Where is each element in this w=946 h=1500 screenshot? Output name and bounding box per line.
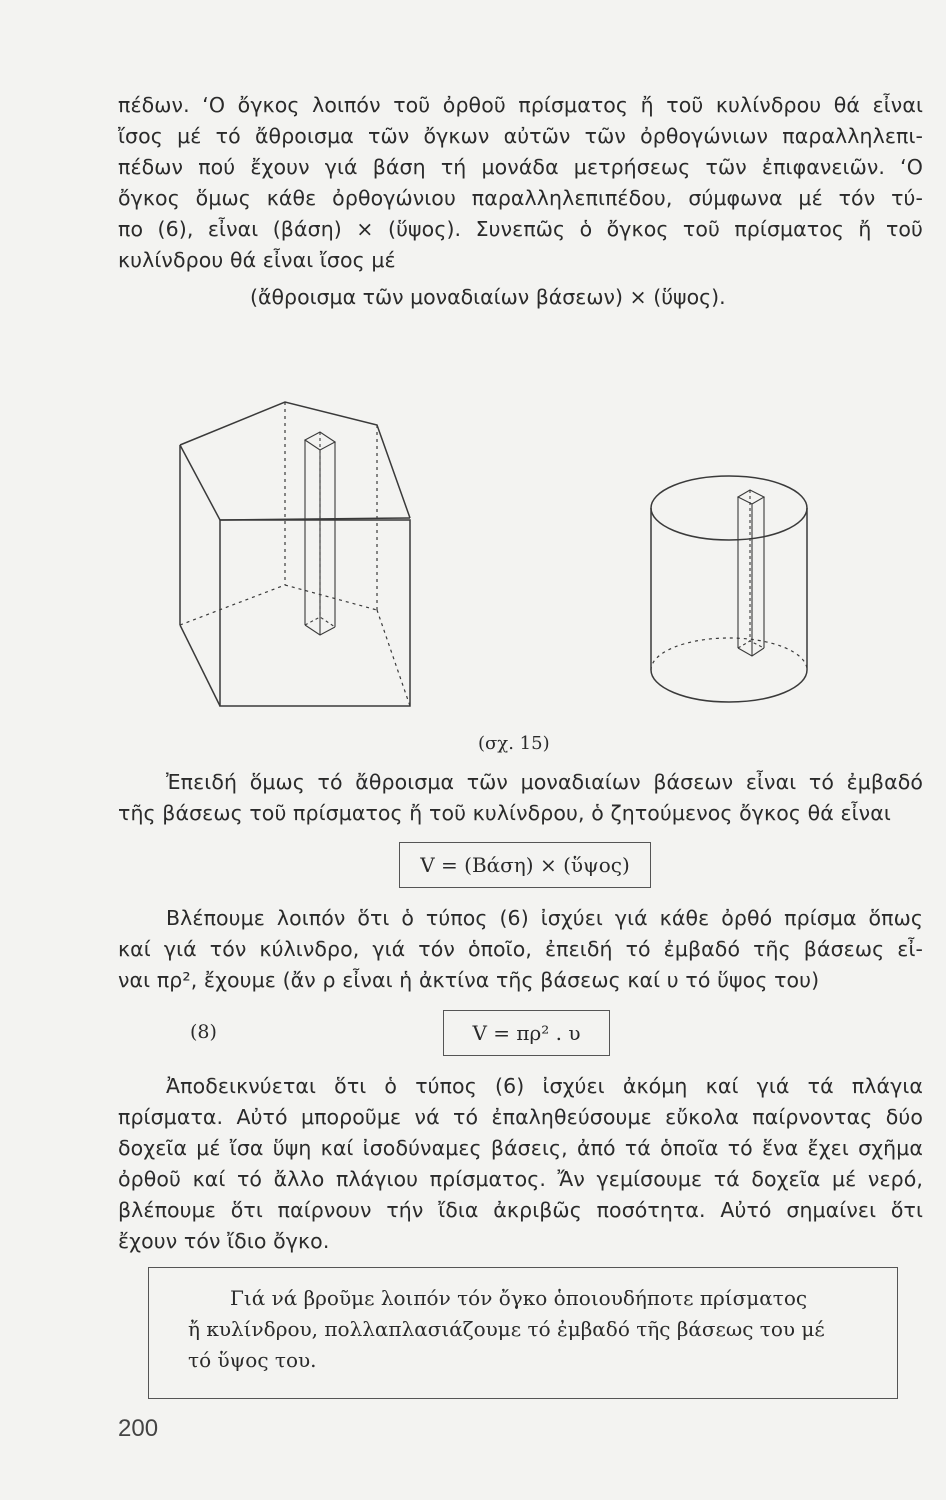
rule-text	[188, 1283, 868, 1376]
paragraph-4	[118, 1071, 923, 1257]
cylinder-drawing	[651, 476, 807, 702]
text-line: ὄγκος ὅμως κάθε ὀρθογώνιου παραλληλεπιπέδου, σύμφωνα μέ τόν τύ-	[118, 186, 923, 210]
text-line: πο (6), εἶναι (βάση) × (ὕψος). Συνεπῶς ὁ ὄγκος τοῦ πρίσματος ἤ τοῦ	[118, 217, 923, 241]
centered-expression: (ἄθροισμα τῶν μοναδιαίων βάσεων) × (ὕψος).	[250, 285, 726, 309]
text-line: Ἀποδεικνύεται ὅτι ὁ τύπος (6) ἰσχύει ἀκόμη καί γιά τά πλάγια	[166, 1074, 923, 1098]
text-line: τό ὕψος του.	[188, 1348, 317, 1372]
text-line: ἤ κυλίνδρου, πολλαπλασιάζουμε τό ἐμβαδό τῆς βάσεως του μέ	[188, 1317, 825, 1341]
page-number: 200	[118, 1415, 159, 1442]
prism-top-back-edges	[180, 402, 410, 518]
text-line: κυλίνδρου θά εἶναι ἴσος μέ	[118, 248, 396, 272]
paragraph-2	[118, 767, 923, 829]
text-line: δοχεῖα μέ ἴσα ὕψη καί ἰσοδύναμες βάσεις, ἀπό τά ὁποῖα τό ἕνα ἔχει σχῆμα	[118, 1136, 923, 1160]
text-line: Ἐπειδή ὅμως τό ἄθροισμα τῶν μοναδιαίων βάσεων εἶναι τό ἐμβαδό	[166, 770, 923, 794]
text-line: ὀρθοῦ καί τό ἄλλο πλάγιου πρίσματος. Ἄν γεμίσουμε τά δοχεῖα μέ νερό,	[118, 1167, 923, 1191]
cylinder-top	[651, 476, 807, 540]
paragraph-3	[118, 903, 923, 996]
text-line: ἔχουν τόν ἴδιο ὄγκο.	[118, 1229, 330, 1253]
prism-drawing	[180, 402, 410, 706]
cylinder-bottom-front	[651, 670, 807, 702]
figure-caption: (σχ. 15)	[478, 733, 550, 754]
text-line: πέδων πού ἔχουν γιά βάση τή μονάδα μετρήσεως τῶν ἐπιφανειῶν. ‘Ο	[118, 155, 923, 179]
cylinder-formula-box: V = πρ² . υ	[443, 1010, 610, 1056]
text-line: πρίσματα. Αὐτό μποροῦμε νά τό ἐπαληθεύσουμε εὔκολα παίρνοντας δύο	[118, 1105, 923, 1129]
text-line: ἴσος μέ τό ἄθροισμα τῶν ὄγκων αὐτῶν τῶν ὀρθογώνιων παραλληλεπι-	[118, 124, 923, 148]
volume-formula-box: V = (Βάση) × (ὕψος)	[399, 842, 651, 888]
cylinder-bottom-back	[651, 638, 807, 670]
equation-number: (8)	[190, 1021, 217, 1043]
text-line: Βλέπουμε λοιπόν ὅτι ὁ τύπος (6) ἰσχύει γιά κάθε ὀρθό πρίσμα ὅπως	[166, 906, 923, 930]
text-line: τῆς βάσεως τοῦ πρίσματος ἤ τοῦ κυλίνδρου, ὁ ζητούμενος ὄγκος θά εἶναι	[118, 801, 891, 825]
prism-front-face	[220, 520, 410, 706]
text-line: βλέπουμε ὅτι παίρνουν τήν ἴδια ἀκριβῶς ποσότητα. Αὐτό σημαίνει ὅτι	[118, 1198, 923, 1222]
text-line: πέδων. ‘Ο ὄγκος λοιπόν τοῦ ὀρθοῦ πρίσματος ἤ τοῦ κυλίνδρου θά εἶναι	[118, 93, 923, 117]
text-line: καί γιά τόν κύλινδρο, γιά τόν ὁποῖο, ἐπειδή τό ἐμβαδό τῆς βάσεως εἶ-	[118, 937, 923, 961]
text-line: ναι πρ², ἔχουμε (ἄν ρ εἶναι ἡ ἀκτίνα τῆς βάσεως καί υ τό ὕψος του)	[118, 968, 820, 992]
text-line: Γιά νά βροῦμε λοιπόν τόν ὄγκο ὁποιουδήποτε πρίσματος	[230, 1286, 808, 1310]
